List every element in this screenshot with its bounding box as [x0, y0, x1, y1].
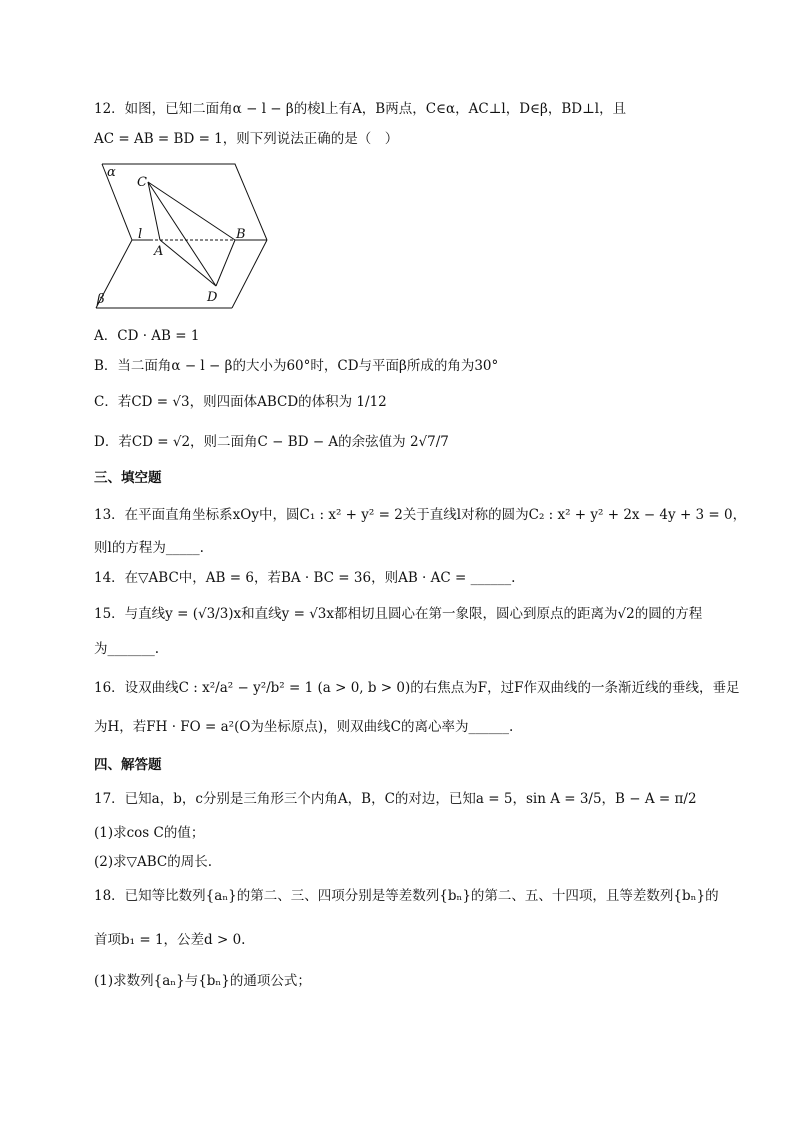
section-3-title: 三、填空题 — [94, 470, 162, 486]
label-l: l — [138, 227, 143, 242]
segment-BD — [216, 240, 235, 286]
q13-line1: 13．在平面直角坐标系xOy中，圆C₁ : x² + y² = 2关于直线l对称的圆为C₂ : x² + y² + 2x − 4y + 3 = 0， — [94, 507, 747, 523]
label-C: C — [137, 175, 147, 190]
q12-line2: AC = AB = BD = 1，则下列说法正确的是（ ） — [94, 131, 399, 147]
q16-line1: 16．设双曲线C : x²/a² − y²/b² = 1 (a > 0, b > 0)的右焦点为F，过F作双曲线的一条渐近线的垂线，垂足 — [94, 680, 740, 696]
q12-option-c: C．若CD = √3，则四面体ABCD的体积为 1/12 — [94, 394, 387, 410]
q15-line2: 为_______. — [94, 641, 160, 657]
q18-line2: 首项b₁ = 1，公差d > 0. — [94, 932, 246, 948]
q15-line1: 15．与直线y = (√3/3)x和直线y = √3x都相切且圆心在第一象限，圆心到原点的距离为√2的圆的方程 — [94, 606, 703, 622]
label-beta: β — [97, 292, 105, 307]
label-alpha: α — [107, 165, 116, 180]
q17-line1: 17．已知a，b，c分别是三角形三个内角A，B，C的对边，已知a = 5，sin A = 3/5，B − A = π/2 — [94, 791, 697, 807]
dihedral-angle-figure — [92, 158, 282, 322]
q12-option-d: D．若CD = √2，则二面角C − BD − A的余弦值为 2√7/7 — [94, 434, 449, 450]
q12-line1: 12．如图，已知二面角α − l − β的棱l上有A，B两点，C∈α，AC⊥l，D∈β，BD⊥l，且 — [94, 101, 627, 117]
q18-line1: 18．已知等比数列{aₙ}的第二、三、四项分别是等差数列{bₙ}的第二、五、十四项，且等差数列{bₙ}的 — [94, 888, 719, 904]
q16-line2: 为H，若FH · FO = a²(O为坐标原点)，则双曲线C的离心率为______. — [94, 719, 514, 735]
segment-AD — [160, 240, 216, 286]
q13-line2: 则l的方程为_____. — [94, 540, 204, 556]
label-D: D — [207, 290, 218, 305]
label-B: B — [236, 227, 246, 242]
q14-line1: 14．在▽ABC中，AB = 6，若BA · BC = 36，则AB · AC = ______. — [94, 570, 516, 586]
figure-svg — [92, 158, 282, 318]
q12-option-b: B．当二面角α − l − β的大小为60°时，CD与平面β所成的角为30° — [94, 358, 499, 374]
q12-option-a: A．CD · AB = 1 — [94, 328, 200, 344]
q17-part2: (2)求▽ABC的周长. — [94, 854, 213, 870]
segment-CB — [148, 182, 235, 240]
q17-part1: (1)求cos C的值； — [94, 825, 205, 841]
q18-part1: (1)求数列{aₙ}与{bₙ}的通项公式； — [94, 973, 311, 989]
section-4-title: 四、解答题 — [94, 757, 162, 773]
segment-CD — [148, 182, 216, 286]
label-A: A — [154, 244, 164, 259]
plane-beta-right-edge — [232, 240, 267, 308]
